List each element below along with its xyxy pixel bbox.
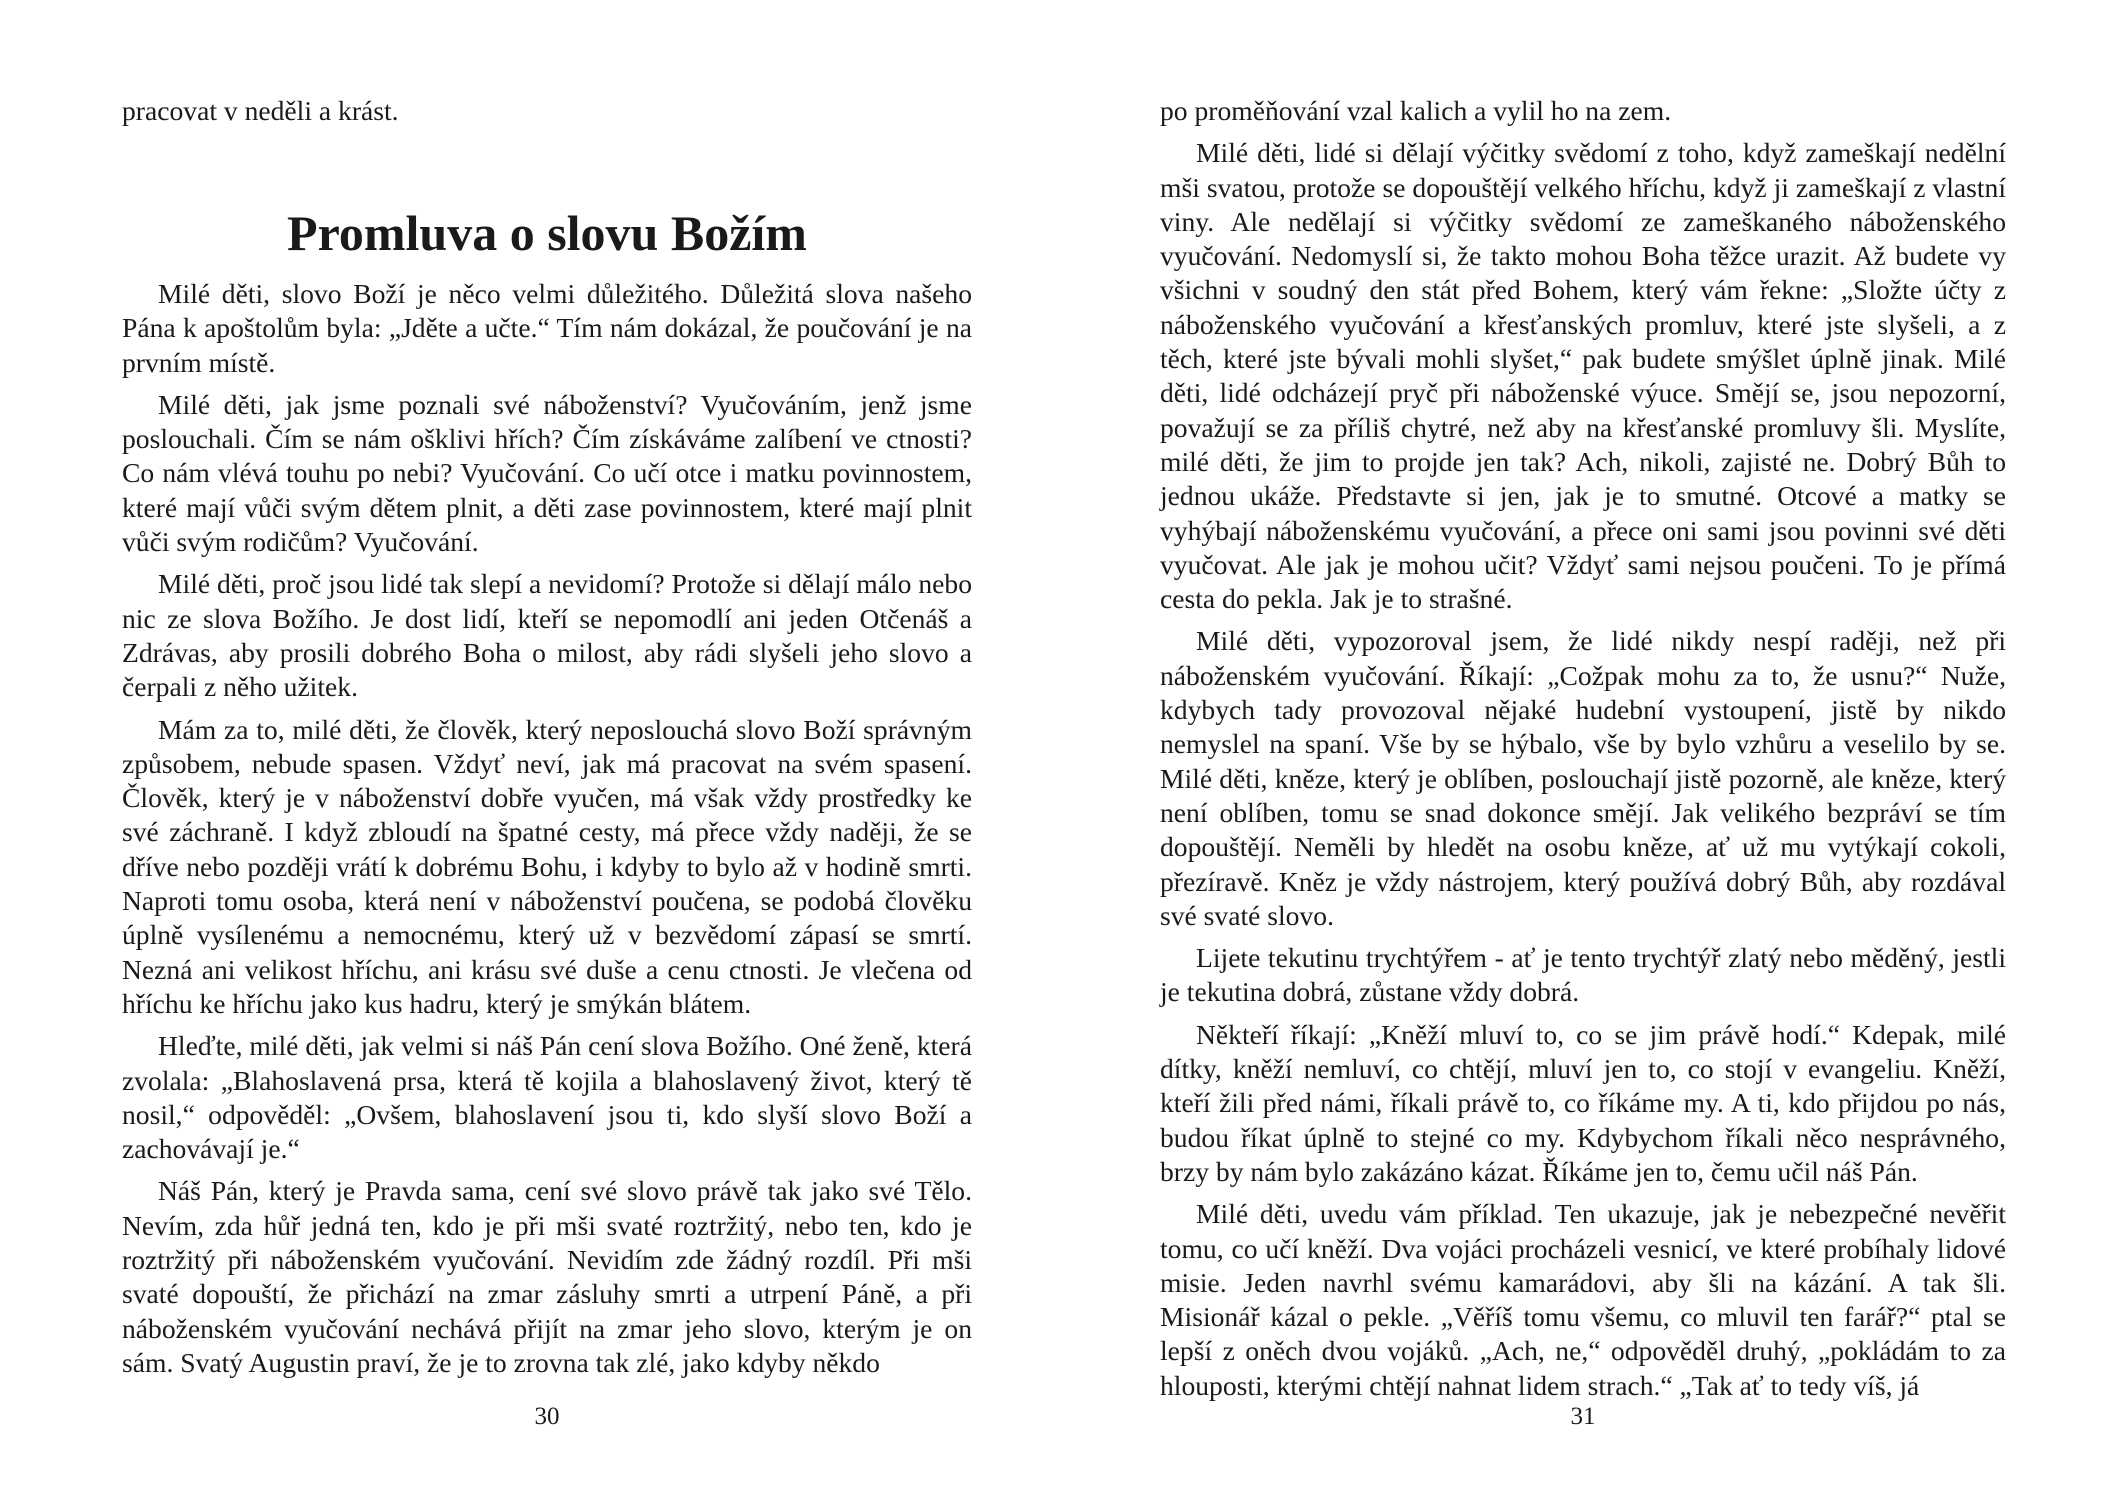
paragraph: Milé děti, proč jsou lidé tak slepí a nevidomí? Protože si dělají málo nebo nic ze slova Božího. Je dost lidí, kteří se nepomodlí ani jeden Otčenáš a Zdrávas, aby prosili dobrého Boha o milost, aby rádi slyšeli jeho slovo a čerpali z něho užitek. [122, 568, 972, 703]
left-page-continuation-block [122, 94, 972, 136]
paragraph: Někteří říkají: „Kněží mluví to, co se jim právě hodí.“ Kdepak, milé dítky, kněží nemluví, co chtějí, mluví jen to, co stojí v evangeliu. Kněží, kteří žili před námi, říkali právě to, co říkáme my. A ti, kdo přijdou po nás, budou říkat úplně to stejné co my. Kdybychom říkali něco nesprávného, brzy by nám bylo zakázáno kázat. Říkáme jen to, čemu učil náš Pán. [1160, 1018, 2006, 1187]
page-number-right: 31 [1570, 1403, 1596, 1430]
paragraph: Lijete tekutinu trychtýřem - ať je tento trychtýř zlatý nebo měděný, jestli je tekutina dobrá, zůstane vždy dobrá. [1160, 942, 2006, 1008]
left-page-body [122, 277, 972, 1388]
paragraph: Milé děti, slovo Boží je něco velmi důležitého. Důležitá slova našeho Pána k apoštolům byla: „Jděte a učte.“ Tím nám dokázal, že poučování je na prvním místě. [122, 278, 972, 378]
paragraph: Milé děti, vypozoroval jsem, že lidé nikdy nespí raději, než při náboženském vyučování. Říkají: „Cožpak mohu za to, že usnu?“ Nuže, kdybych tady provozoval nějaké hudební vystoupení, jistě by nikdo nemyslel na spaní. Vše by se hýbalo, vše by bylo vzhůru a veselilo by se. Milé děti, kněze, který je oblíben, poslouchají jistě pozorně, ale kněze, který není oblíben, tomu se snad dokonce smějí. Jak velikého bezpráví se tím dopouštějí. Neměli by hledět na osobu kněze, ať už mu vytýkají cokoli, přezíravě. Kněz je vždy nástrojem, který používá dobrý Bůh, aby rozdával své svaté slovo. [1160, 625, 2006, 931]
left-page [122, 0, 972, 1501]
paragraph: Hleďte, milé děti, jak velmi si náš Pán cení slova Božího. Oné ženě, která zvolala: „Blahoslavená prsa, která tě kojila a blahoslavený život, který tě nosil,“ odpověděl: „Ovšem, blahoslavení jsou ti, kdo slyší slovo Boží a zachovávají je.“ [122, 1030, 972, 1165]
right-page-body [1160, 94, 2006, 1411]
left-page-continuation: pracovat v neděli a krást. [122, 95, 399, 126]
right-page [1160, 0, 2006, 1501]
paragraph: Milé děti, jak jsme poznali své náboženství? Vyučováním, jenž jsme poslouchali. Čím se nám ošklivi hřích? Čím získáváme zalíbení ve ctnosti? Co nám vlévá touhu po nebi? Vyučování. Co učí otce i matku povinnostem, které mají vůči svým dětem plnit, a děti zase povinnostem, které mají plnit vůči svým rodičům? Vyučování. [122, 388, 972, 558]
right-page-continuation: po proměňování vzal kalich a vylil ho na zem. [1160, 95, 1672, 126]
chapter-title: Promluva o slovu Božím [287, 205, 807, 261]
paragraph: Milé děti, uvedu vám příklad. Ten ukazuje, jak je nebezpečné nevěřit tomu, co učí kněží. Dva vojáci procházeli vesnicí, ve které probíhaly lidové misie. Jeden navrhl svému kamarádovi, aby šli na kázání. A tak šli. Misionář kázal o pekle. „Věříš tomu všemu, co mluvil ten farář?“ ptal se lepší z oněch dvou vojáků. „Ach, ne,“ odpověděl druhý, „pokládám to za hlouposti, kterými chtějí nahnat lidem strach.“ „Tak ať to tedy víš, já [1160, 1198, 2006, 1401]
paragraph: Milé děti, lidé si dělají výčitky svědomí z toho, když zameškají nedělní mši svatou, protože se dopouštějí velkého hříchu, když ji zameškají z vlastní viny. Ale nedělají si výčitky svědomí ze zameškaného náboženského vyučování. Nedomyslí si, že takto mohou Boha těžce urazit. Až budete vy všichni v soudný den stát před Bohem, který vám řekne: „Složte účty z náboženského vyučování a křesťanských promluv, které jste slyšeli, a z těch, které jste bývali mohli slyšet,“ pak budete smýšlet úplně jinak. Milé děti, lidé odcházejí pryč při náboženské výuce. Smějí se, jsou nepozorní, považují se za příliš chytré, než aby na křesťanské promluvy šli. Myslíte, milé děti, že jim to projde jen tak? Ach, nikoli, zajisté ne. Dobrý Bůh to jednou ukáže. Představte si jen, jak je to smutné. Otcové a matky se vyhýbají náboženskému vyučování, a přece oni sami jsou povinni své děti vyučovat. Ale jak je mohou učit? Vždyť sami nejsou poučeni. To je přímá cesta do pekla. Jak je to strašné. [1160, 137, 2006, 615]
paragraph: Náš Pán, který je Pravda sama, cení své slovo právě tak jako své Tělo. Nevím, zda hůř jedná ten, kdo je při mši svaté roztržitý, nebo ten, kdo je roztržitý při náboženském vyučování. Nevidím zde žádný rozdíl. Při mši svaté dopouští, že přichází na zmar zásluhy smrti a utrpení Páně, a při náboženském vyučování nechává přijít na zmar jeho slovo, kterým je on sám. Svatý Augustin praví, že je to zrovna tak zlé, jako kdyby někdo [122, 1175, 972, 1378]
paragraph: Mám za to, milé děti, že člověk, který neposlouchá slovo Boží správným způsobem, nebude spasen. Vždyť neví, jak má pracovat na svém spasení. Člověk, který je v náboženství dobře vyučen, má však vždy prostředky ke své záchraně. I když zbloudí na špatné cesty, má přece vždy naději, že se dříve nebo později vrátí k dobrému Bohu, i kdyby to bylo až v hodině smrti. Naproti tomu osoba, která není v náboženství poučena, se podobá člověku úplně vysílenému a nemocnému, který už v bezvědomí zápasí se smrtí. Nezná ani velikost hříchu, ani krásu své duše a cenu ctnosti. Je vlečena od hříchu ke hříchu jako kus hadru, který je smýkán blátem. [122, 713, 972, 1019]
page-number-left: 30 [534, 1403, 560, 1430]
